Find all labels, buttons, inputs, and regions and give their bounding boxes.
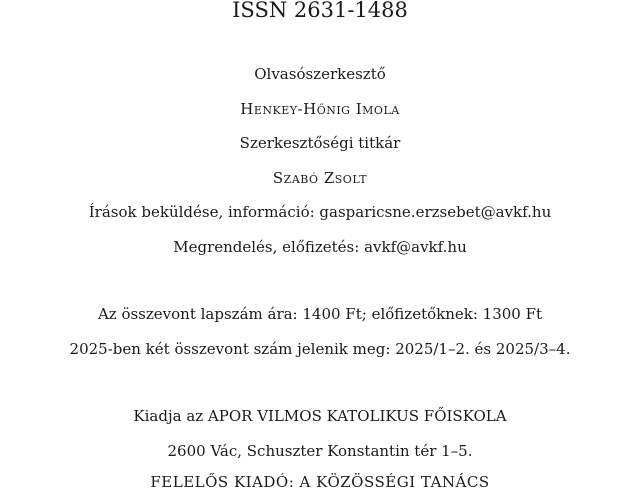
responsible-publisher-line: FELELŐS KIADÓ: A KÖZÖSSÉGI TANÁCS xyxy=(150,473,490,491)
secretary-name: Szabó Zsolt xyxy=(272,169,368,187)
issues-line: 2025-ben két összevont szám jelenik meg: 2025/1–2. és 2025/3–4. xyxy=(69,340,571,358)
submissions-contact: Írások beküldése, információ: gasparicsne.erzsebet@avkf.hu xyxy=(88,203,552,221)
price-line: Az összevont lapszám ára: 1400 Ft; előfizetőknek: 1300 Ft xyxy=(97,305,543,323)
reader-editor-name: Henkey-Hőnig Imola xyxy=(240,100,400,118)
address-line: 2600 Vác, Schuszter Konstantin tér 1–5. xyxy=(167,442,473,460)
publisher-line: Kiadja az APOR VILMOS KATOLIKUS FŐISKOLA xyxy=(133,407,507,425)
orders-contact: Megrendelés, előfizetés: avkf@avkf.hu xyxy=(173,238,467,256)
secretary-title: Szerkesztőségi titkár xyxy=(239,134,401,152)
reader-editor-title: Olvasószerkesztő xyxy=(254,65,386,83)
issn-line: ISSN 2631-1488 xyxy=(232,0,408,22)
